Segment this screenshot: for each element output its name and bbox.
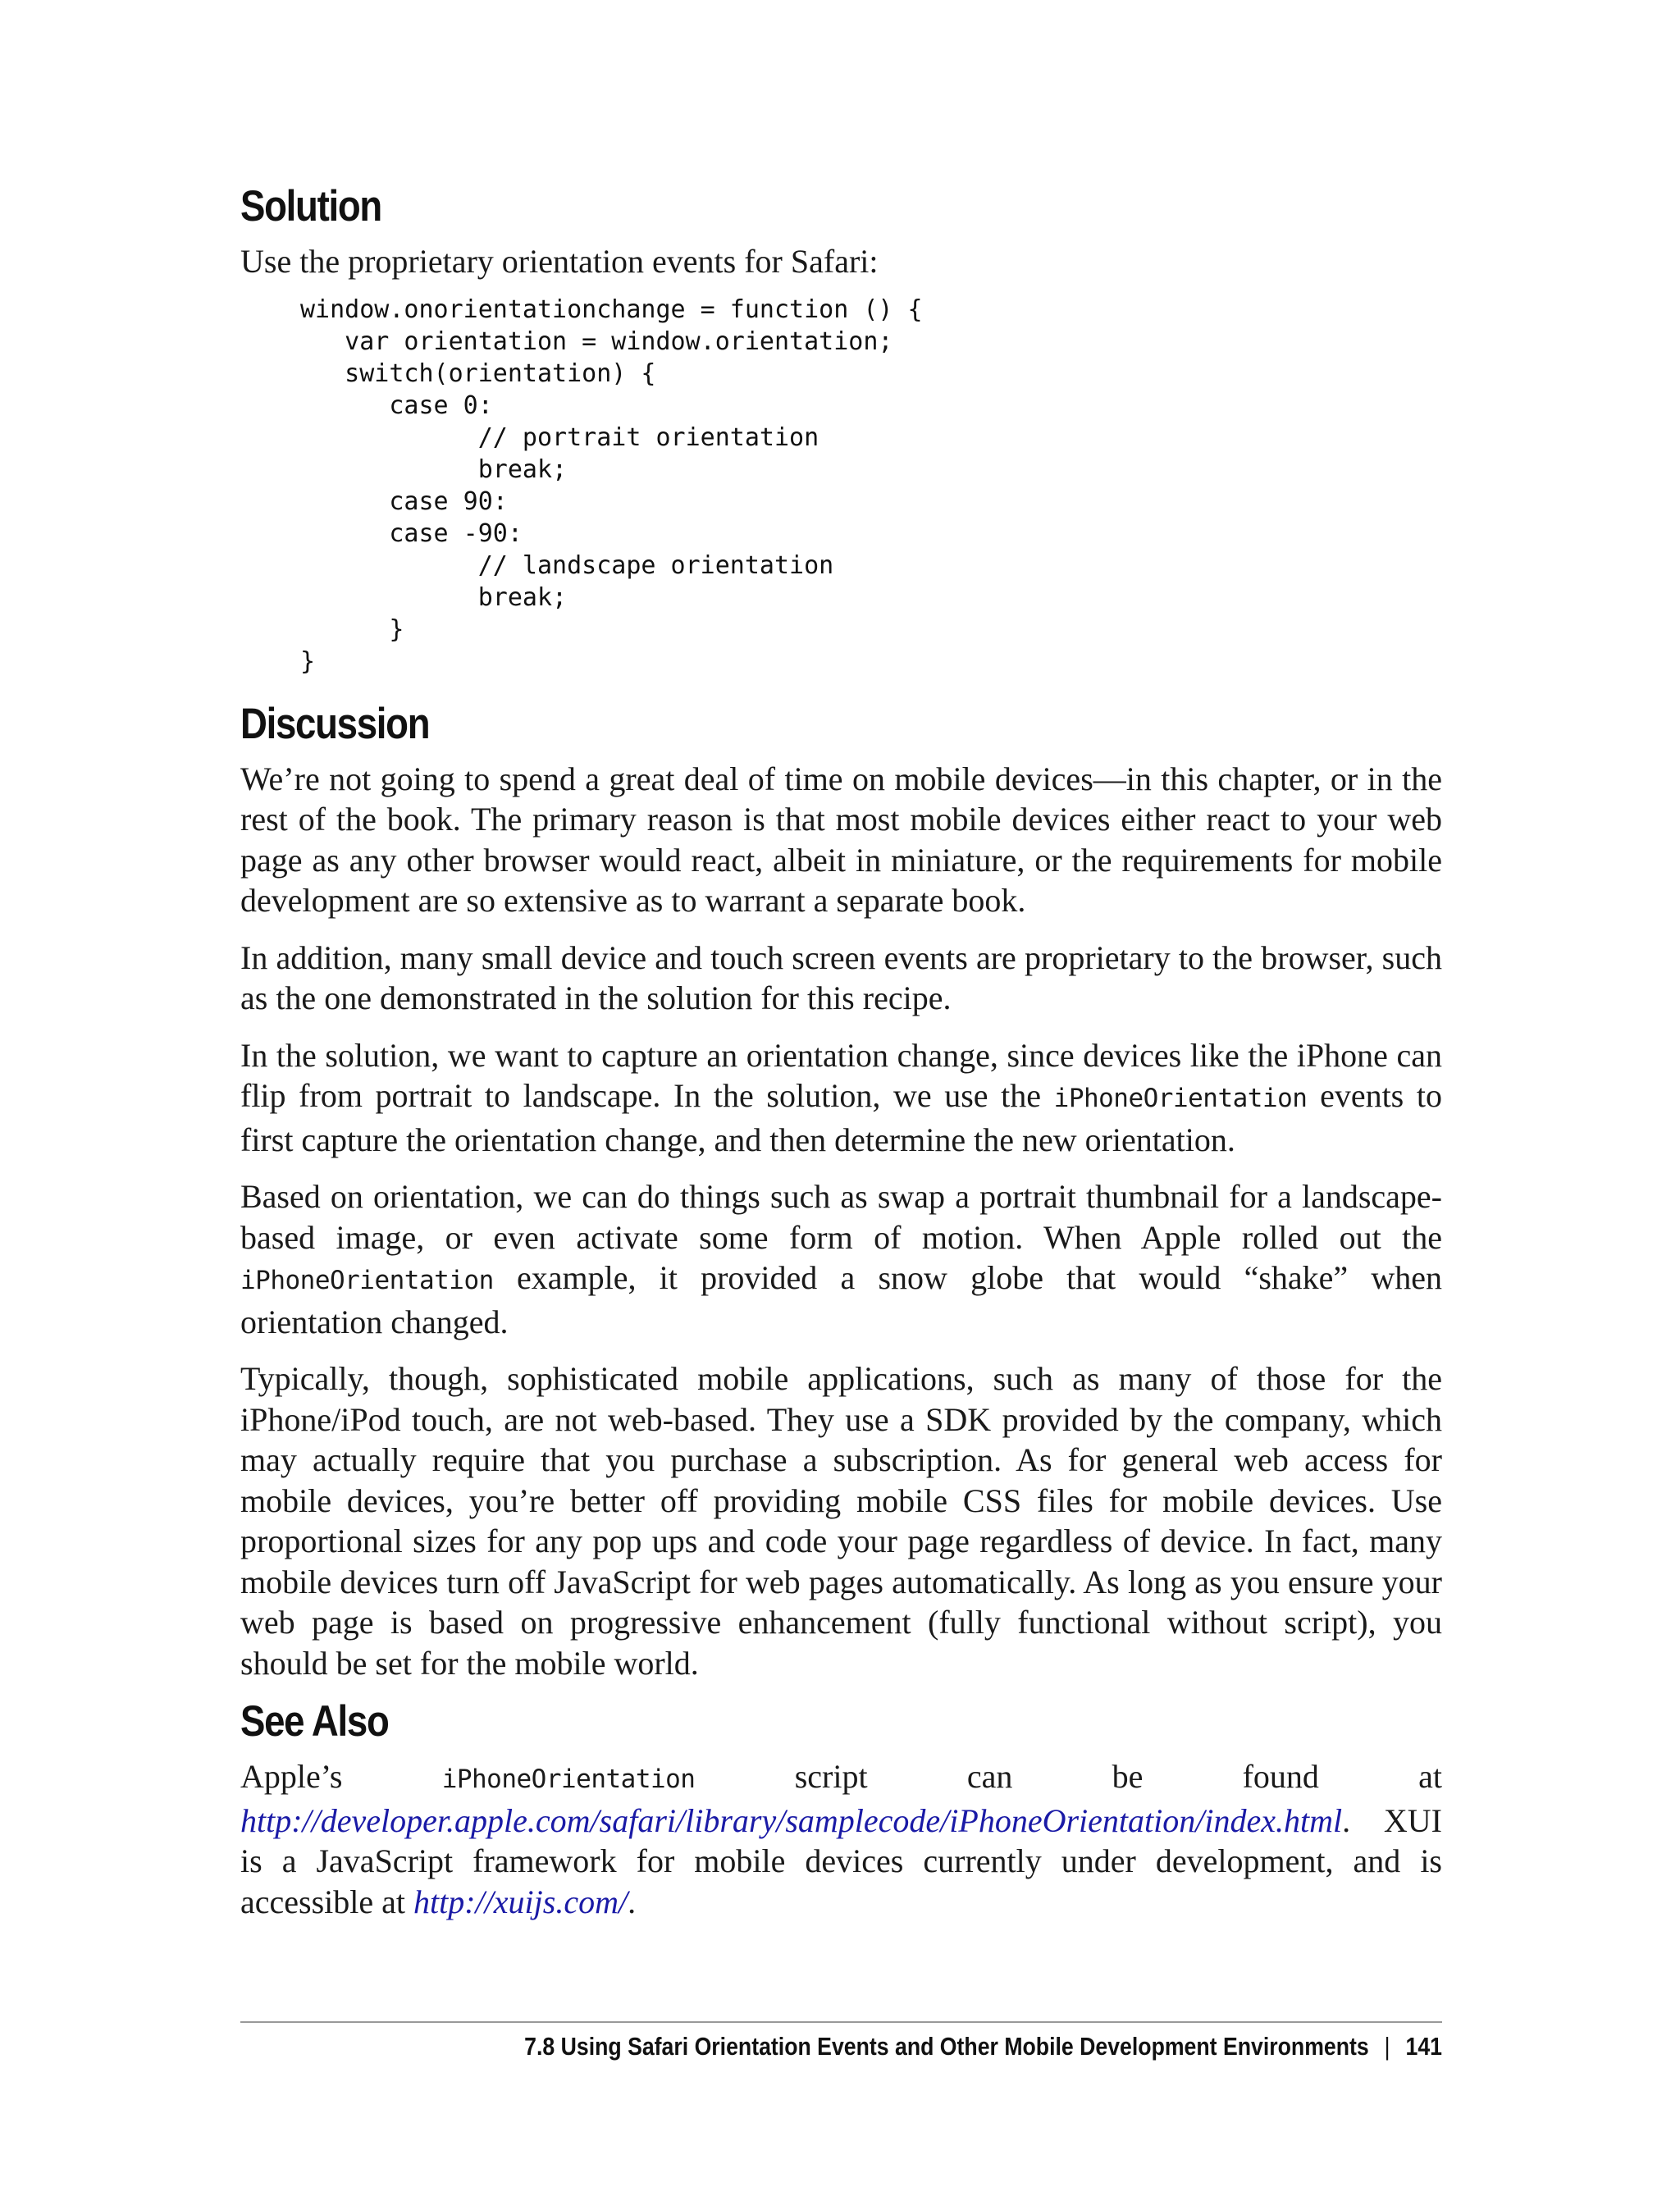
discussion-paragraph-5: Typically, though, sophisticated mobile applications, such as many of those for the iPhone/iPod touch, are not web-based. They use a SDK provided by the company, which may actually require that you purchase a subscription. As for general web access for mobile devices, you’re better off providing mobile CSS files for mobile devices. Use proportional sizes for any pop ups and code your page regardless of device. In fact, many mobile devices turn off JavaScript for web pages automatically. As long as you ensure your web page is based on progressive enhancement (fully functional without script), you should be set for the mobile world. xyxy=(240,1360,1442,1682)
code-listing: window.onorientationchange = function () { var orientation = window.orientation; switch(orientation) { case 0: // portrait orientation break; case 90: case -90: // landscape orientation break; } } xyxy=(300,294,923,676)
inline-code: iPhoneOrientation xyxy=(441,1764,696,1794)
inline-code: iPhoneOrientation xyxy=(240,1266,494,1295)
running-footer xyxy=(524,2032,1442,2061)
text-span: script can be found at xyxy=(695,1758,1442,1795)
text-span: Apple’s xyxy=(240,1758,442,1795)
text-span: In the solution, we want to capture an orientation change, since devices like the iPhone can flip from portrait to landscape. In the solution, we use the xyxy=(240,1036,1442,1114)
solution-intro: Use the proprietary orientation events for Safari: xyxy=(240,243,879,280)
footer-section-title: 7.8 Using Safari Orientation Events and Other Mobile Development Environments xyxy=(524,2032,1369,2061)
page-content xyxy=(240,168,1442,1922)
discussion-paragraph-2: In addition, many small device and touch screen events are proprietary to the browser, such as the one demonstrated in the solution for this recipe. xyxy=(240,938,1442,1016)
page-number: 141 xyxy=(1405,2032,1442,2061)
text-span: . xyxy=(628,1883,637,1920)
see-also-paragraph xyxy=(240,1756,1442,1922)
footer-separator: | xyxy=(1384,2032,1390,2061)
text-span: events to first capture the orientation change, and then determine the new orientation. xyxy=(240,1077,1442,1158)
discussion-paragraph-1: We’re not going to spend a great deal of time on mobile devices—in this chapter, or in the rest of the book. The primary reason is that most mobile devices either react to your web page as any other browser would react, albeit in miniature, or the requirements for mobile development are so extensive as to warrant a separate book. xyxy=(240,760,1442,919)
footer-rule xyxy=(240,2021,1442,2023)
apple-sample-link[interactable]: http://developer.apple.com/safari/library/samplecode/iPhoneOrientation/index.html xyxy=(240,1801,1343,1839)
text-span: Based on orientation, we can do things such as swap a portrait thumbnail for a landscape-based image, or even activate some form of motion. When Apple rolled out the xyxy=(240,1178,1442,1256)
inline-code: iPhoneOrientation xyxy=(1053,1084,1308,1113)
text-span: . XUI is a JavaScript framework for mobile devices currently under development, and is accessible at xyxy=(240,1801,1442,1920)
discussion-heading: Discussion xyxy=(240,699,430,748)
see-also-heading: See Also xyxy=(240,1697,389,1746)
text-span: example, it provided a snow globe that would “shake” when orientation changed. xyxy=(240,1259,1442,1340)
xui-link[interactable]: http://xuijs.com/ xyxy=(413,1883,628,1920)
discussion-paragraph-4 xyxy=(240,1176,1442,1342)
discussion-paragraph-3 xyxy=(240,1035,1442,1161)
solution-heading: Solution xyxy=(240,182,381,231)
